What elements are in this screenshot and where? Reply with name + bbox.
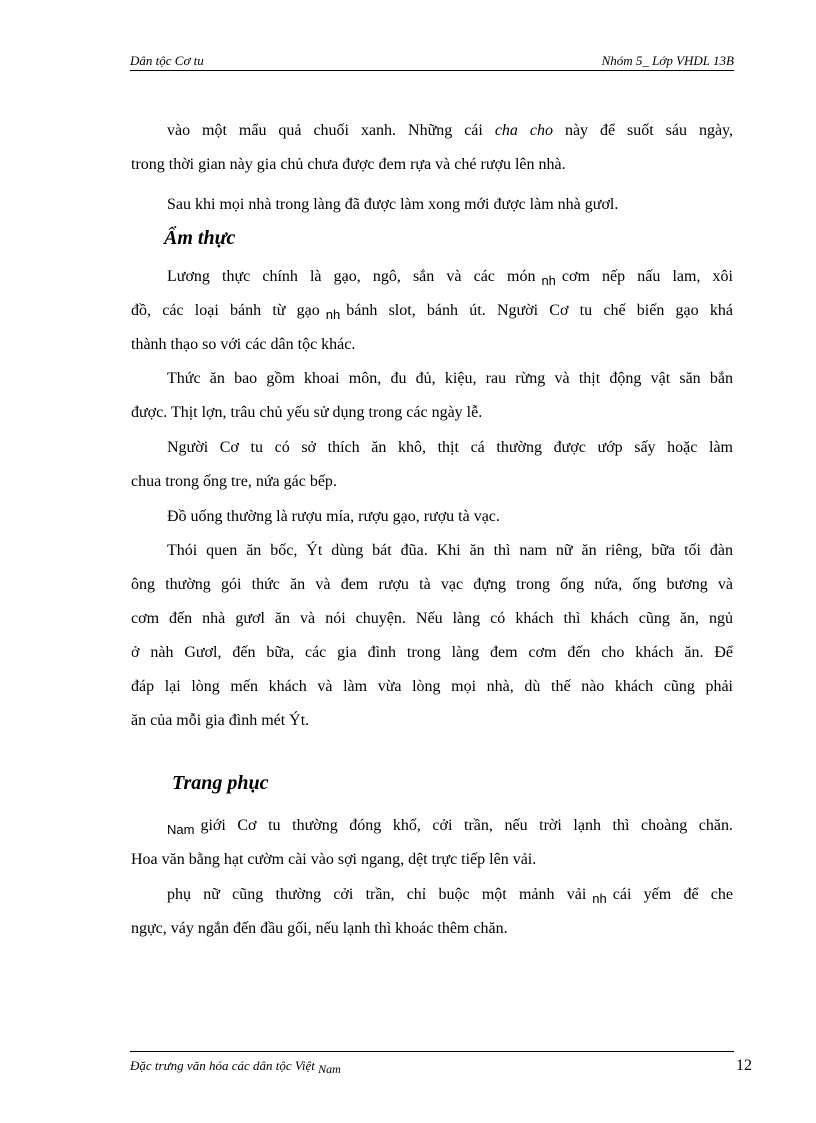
p9-line1: phụ nữ cũng thường cởi trần, chỉ buộc một mảnh vải $_{nh}$ cái yếm để che <box>167 886 733 906</box>
page-footer <box>130 1051 752 1076</box>
paragraph-6 <box>131 500 733 534</box>
p4-line2: được. Thịt lợn, trâu chủ yếu sử dụng trong các ngày lễ. <box>131 404 483 421</box>
p5-line2: chua trong ống tre, nứa gác bếp. <box>131 473 337 490</box>
p9-line2: ngực, váy ngắn đến đầu gối, nếu lạnh thì khoác thêm chăn. <box>131 920 508 937</box>
p1-line2: trong thời gian này gia chủ chưa được đem rựa và ché rượu lên nhà. <box>131 156 566 173</box>
header-left: Dân tộc Cơ tu <box>130 53 204 68</box>
p8-line1: $_{Nam}$ giới Cơ tu thường đóng khố, cởi trần, nếu trời lạnh thì choàng chăn. <box>167 817 733 837</box>
p3-line2: đồ, các loại bánh từ gạo $_{nh}$ bánh slot, bánh út. Người Cơ tu chế biến gạo khá <box>131 302 733 322</box>
paragraph-9 <box>131 878 733 946</box>
paragraph-4 <box>131 362 733 430</box>
page-header <box>130 52 734 71</box>
paragraph-2 <box>131 188 733 222</box>
p6-line1: Đồ uống thường là rượu mía, rượu gạo, rượu tà vạc. <box>167 508 500 525</box>
paragraph-7 <box>131 534 733 738</box>
heading-trang-phuc: Trang phục <box>172 772 269 794</box>
p4-line1: Thức ăn bao gồm khoai môn, đu đủ, kiệu, rau rừng và thịt động vật săn bắn <box>167 370 733 387</box>
footer-text: Đặc trưng văn hóa các dân tộc Việt Nam <box>130 1058 341 1076</box>
p2-line1: Sau khi mọi nhà trong làng đã được làm xong mới được làm nhà gươl. <box>167 196 619 213</box>
p8-line2: Hoa văn bằng hạt cườm cài vào sợi ngang, dệt trực tiếp lên vải. <box>131 851 537 868</box>
paragraph-5 <box>131 431 733 499</box>
p7-line5: đáp lại lòng mến khách và làm vừa lòng mọi nhà, dù thế nào khách cũng phải <box>131 678 733 695</box>
p1-line1: vào một mẩu quả chuối xanh. Những cái cha cho này để suốt sáu ngày, <box>167 122 734 139</box>
p7-line6: ăn của mỗi gia đình mét Ýt. <box>131 712 310 729</box>
paragraph-3 <box>131 260 733 362</box>
p3-line3: thành thạo so với các dân tộc khác. <box>131 336 356 353</box>
p7-line1: Thói quen ăn bốc, Ýt dùng bát đũa. Khi ăn thì nam nữ ăn riêng, bữa tối đàn <box>167 542 733 559</box>
p7-line2: ông thường gói thức ăn và đem rượu tà vạc đựng trong ống nứa, ống bương và <box>131 576 733 593</box>
p3-line1: Lương thực chính là gạo, ngô, sắn và các món $_{nh}$ cơm nếp nấu lam, xôi <box>167 268 733 288</box>
p7-line3: cơm đến nhà gươl ăn và nói chuyện. Nếu làng có khách thì khách cũng ăn, ngủ <box>131 610 733 627</box>
paragraph-8 <box>131 809 733 877</box>
p5-line1: Người Cơ tu có sở thích ăn khô, thịt cá thường được ướp sấy hoặc làm <box>167 439 733 456</box>
heading-am-thuc: Ẩm thực <box>164 227 236 249</box>
header-right: Nhóm 5_ Lớp VHDL 13B <box>601 53 734 68</box>
page-number: 12 <box>736 1057 752 1074</box>
p7-line4: ở nàh Gươl, đến bữa, các gia đình trong làng đem cơm đến cho khách ăn. Để <box>131 644 733 661</box>
paragraph-1 <box>131 114 733 182</box>
